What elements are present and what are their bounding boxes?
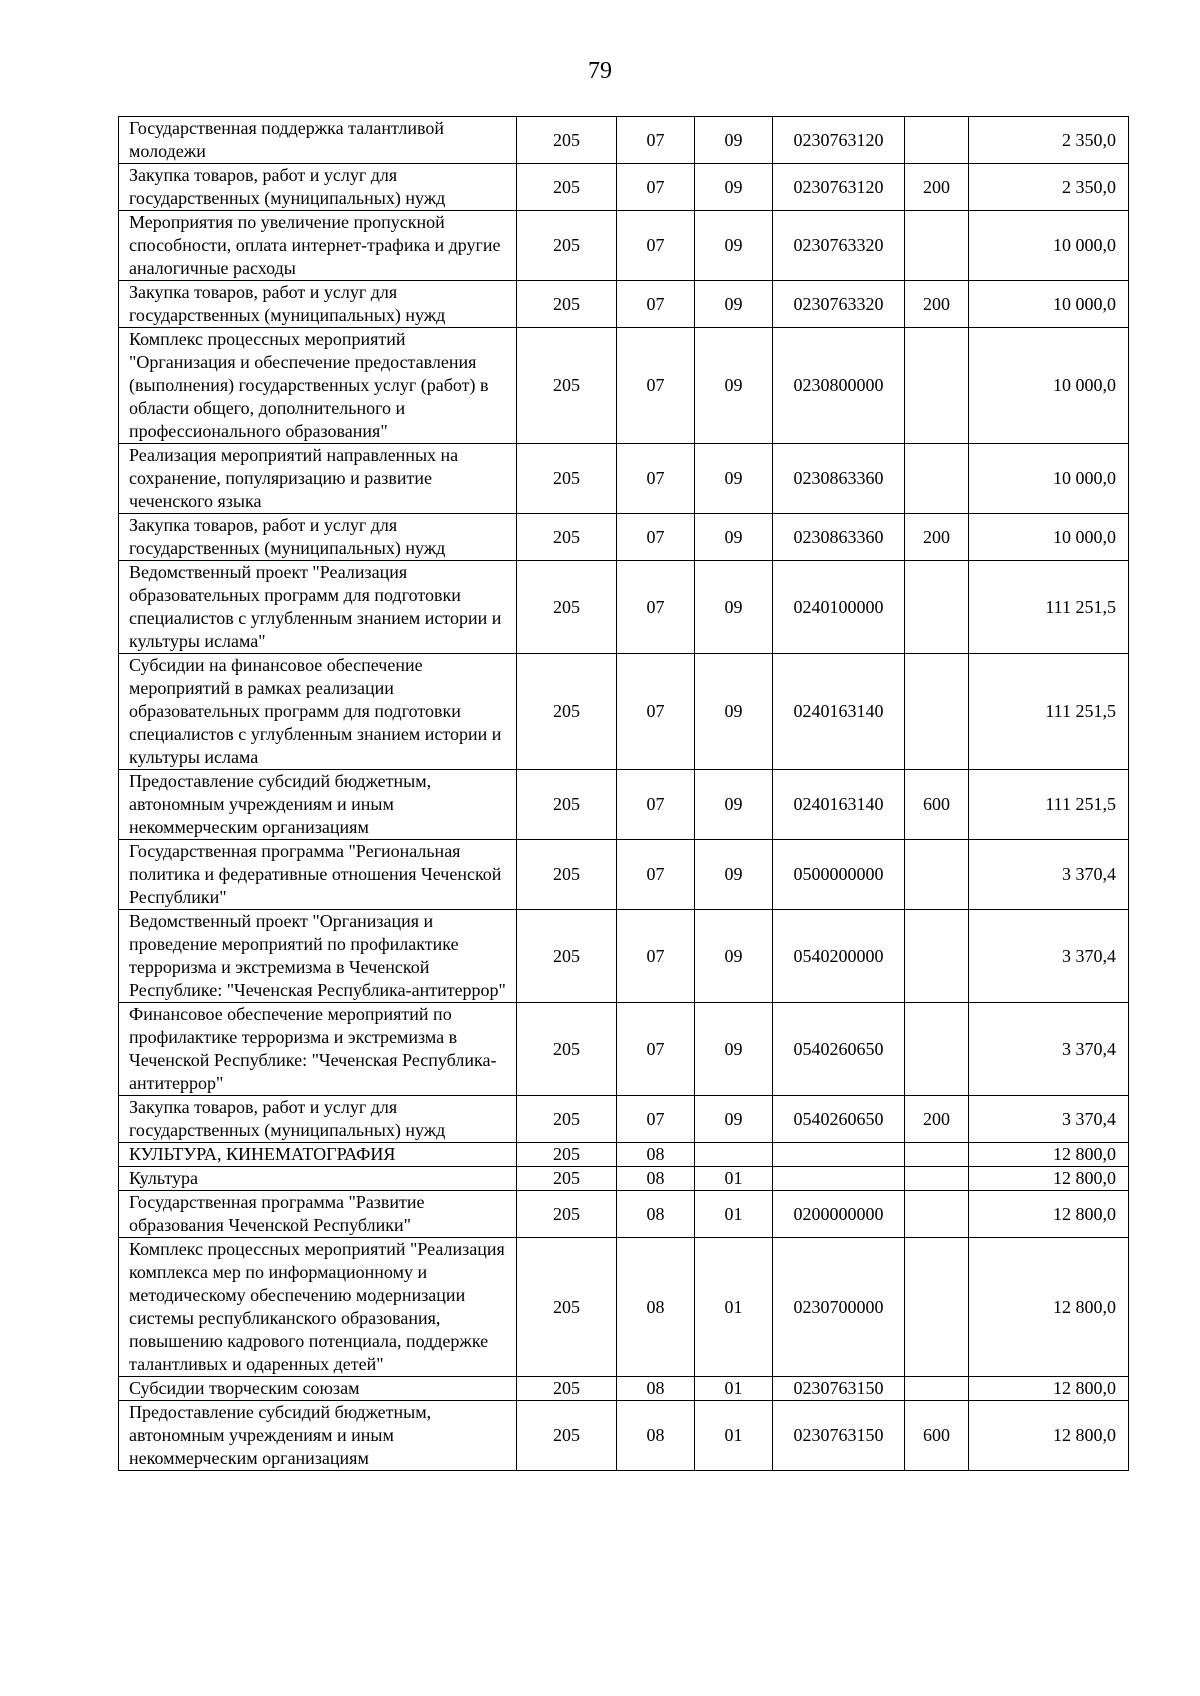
row-pr-cell: 09 [695,1096,773,1143]
row-ved-cell: 205 [517,654,617,770]
row-vr-cell [905,1143,969,1167]
row-ved-cell: 205 [517,444,617,514]
row-vr-cell: 200 [905,164,969,211]
table-row [119,117,1129,164]
row-vr-cell: 200 [905,514,969,561]
page-number: 79 [588,58,612,84]
row-name-cell: Финансовое обеспечение мероприятий по профилактике терроризма и экстремизма в Чеченской Республике: "Чеченская Республика-антитеррор" [119,1003,517,1096]
row-pr-cell: 01 [695,1401,773,1471]
row-csr-cell: 0540260650 [773,1003,905,1096]
row-pr-cell: 01 [695,1238,773,1377]
table-row [119,1377,1129,1401]
row-csr-cell: 0500000000 [773,840,905,910]
row-vr-cell: 600 [905,770,969,840]
row-csr-cell [773,1167,905,1191]
table-row [119,770,1129,840]
row-csr-cell: 0200000000 [773,1191,905,1238]
budget-table [118,116,1129,1471]
row-csr-cell: 0540200000 [773,910,905,1003]
row-csr-cell: 0240100000 [773,561,905,654]
row-rz-cell: 08 [617,1191,695,1238]
row-sum-cell: 10 000,0 [969,281,1129,328]
table-row [119,1191,1129,1238]
row-name-cell: Предоставление субсидий бюджетным, автономным учреждениям и иным некоммерческим организациям [119,770,517,840]
row-pr-cell: 09 [695,840,773,910]
row-ved-cell: 205 [517,1401,617,1471]
table-body [119,117,1129,1471]
row-sum-cell: 3 370,4 [969,1003,1129,1096]
row-vr-cell [905,211,969,281]
row-rz-cell: 08 [617,1143,695,1167]
row-rz-cell: 07 [617,281,695,328]
row-name-cell: Ведомственный проект "Организация и проведение мероприятий по профилактике терроризма и экстремизма в Чеченской Республике: "Чеченская Республика-антитеррор" [119,910,517,1003]
row-ved-cell: 205 [517,1167,617,1191]
row-csr-cell: 0230863360 [773,514,905,561]
table-row [119,328,1129,444]
row-name-cell: Государственная программа "Региональная политика и федеративные отношения Чеченской Республики" [119,840,517,910]
row-sum-cell: 12 800,0 [969,1167,1129,1191]
row-sum-cell: 12 800,0 [969,1191,1129,1238]
row-sum-cell: 3 370,4 [969,910,1129,1003]
table-row [119,514,1129,561]
row-ved-cell: 205 [517,1238,617,1377]
row-ved-cell: 205 [517,1377,617,1401]
row-pr-cell: 09 [695,117,773,164]
row-ved-cell: 205 [517,910,617,1003]
row-ved-cell: 205 [517,117,617,164]
row-ved-cell: 205 [517,514,617,561]
row-csr-cell: 0230700000 [773,1238,905,1377]
row-vr-cell [905,1003,969,1096]
table-row [119,561,1129,654]
row-pr-cell: 09 [695,561,773,654]
table-row [119,840,1129,910]
row-sum-cell: 12 800,0 [969,1143,1129,1167]
row-vr-cell [905,444,969,514]
row-vr-cell: 200 [905,1096,969,1143]
row-rz-cell: 07 [617,211,695,281]
row-vr-cell [905,1238,969,1377]
row-pr-cell: 09 [695,328,773,444]
row-pr-cell: 09 [695,164,773,211]
table-row [119,1003,1129,1096]
row-ved-cell: 205 [517,1003,617,1096]
row-rz-cell: 07 [617,164,695,211]
row-ved-cell: 205 [517,770,617,840]
row-name-cell: Закупка товаров, работ и услуг для государственных (муниципальных) нужд [119,164,517,211]
row-vr-cell [905,1191,969,1238]
row-ved-cell: 205 [517,164,617,211]
table-row [119,1238,1129,1377]
row-rz-cell: 07 [617,514,695,561]
row-ved-cell: 205 [517,561,617,654]
row-name-cell: Комплекс процессных мероприятий "Организация и обеспечение предоставления (выполнения) государственных услуг (работ) в области общего, дополнительного и профессионального образования" [119,328,517,444]
row-rz-cell: 07 [617,840,695,910]
row-name-cell: Комплекс процессных мероприятий "Реализация комплекса мер по информационному и методическому обеспечению модернизации системы республиканского образования, повышению кадрового потенциала, поддержке талантливых и одаренных детей" [119,1238,517,1377]
table-row [119,1096,1129,1143]
row-csr-cell: 0230763320 [773,211,905,281]
table-row [119,1401,1129,1471]
row-pr-cell: 09 [695,910,773,1003]
table-row [119,910,1129,1003]
row-sum-cell: 10 000,0 [969,444,1129,514]
row-name-cell: Мероприятия по увеличение пропускной способности, оплата интернет-трафика и другие аналогичные расходы [119,211,517,281]
row-name-cell: Предоставление субсидий бюджетным, автономным учреждениям и иным некоммерческим организациям [119,1401,517,1471]
row-rz-cell: 07 [617,117,695,164]
row-vr-cell [905,840,969,910]
row-pr-cell: 01 [695,1167,773,1191]
row-name-cell: Реализация мероприятий направленных на сохранение, популяризацию и развитие чеченского языка [119,444,517,514]
row-pr-cell: 09 [695,281,773,328]
row-sum-cell: 12 800,0 [969,1238,1129,1377]
row-csr-cell: 0230763120 [773,164,905,211]
row-ved-cell: 205 [517,281,617,328]
row-name-cell: Государственная поддержка талантливой молодежи [119,117,517,164]
row-pr-cell: 09 [695,770,773,840]
row-name-cell: Субсидии творческим союзам [119,1377,517,1401]
row-vr-cell [905,654,969,770]
row-sum-cell: 3 370,4 [969,840,1129,910]
row-name-cell: Государственная программа "Развитие образования Чеченской Республики" [119,1191,517,1238]
row-rz-cell: 07 [617,910,695,1003]
table-row [119,1143,1129,1167]
row-pr-cell: 09 [695,444,773,514]
row-rz-cell: 08 [617,1377,695,1401]
row-sum-cell: 12 800,0 [969,1377,1129,1401]
row-rz-cell: 07 [617,328,695,444]
row-pr-cell [695,1143,773,1167]
table-row [119,211,1129,281]
row-vr-cell: 200 [905,281,969,328]
row-name-cell: Закупка товаров, работ и услуг для государственных (муниципальных) нужд [119,1096,517,1143]
row-sum-cell: 10 000,0 [969,328,1129,444]
row-pr-cell: 01 [695,1377,773,1401]
row-name-cell: Закупка товаров, работ и услуг для государственных (муниципальных) нужд [119,514,517,561]
row-vr-cell [905,1377,969,1401]
row-name-cell: Закупка товаров, работ и услуг для государственных (муниципальных) нужд [119,281,517,328]
row-sum-cell: 12 800,0 [969,1401,1129,1471]
row-rz-cell: 07 [617,770,695,840]
row-ved-cell: 205 [517,328,617,444]
row-rz-cell: 07 [617,444,695,514]
row-ved-cell: 205 [517,211,617,281]
row-vr-cell [905,328,969,444]
row-vr-cell [905,117,969,164]
row-csr-cell: 0230800000 [773,328,905,444]
row-rz-cell: 07 [617,654,695,770]
row-ved-cell: 205 [517,1143,617,1167]
row-pr-cell: 09 [695,514,773,561]
row-sum-cell: 111 251,5 [969,770,1129,840]
row-rz-cell: 07 [617,1003,695,1096]
row-name-cell: КУЛЬТУРА, КИНЕМАТОГРАФИЯ [119,1143,517,1167]
row-sum-cell: 2 350,0 [969,164,1129,211]
row-vr-cell [905,1167,969,1191]
row-sum-cell: 10 000,0 [969,211,1129,281]
table-row [119,654,1129,770]
row-vr-cell [905,561,969,654]
table-row [119,164,1129,211]
row-csr-cell: 0230763120 [773,117,905,164]
row-ved-cell: 205 [517,1191,617,1238]
row-rz-cell: 07 [617,561,695,654]
row-rz-cell: 08 [617,1401,695,1471]
row-rz-cell: 07 [617,1096,695,1143]
table-row [119,444,1129,514]
row-vr-cell: 600 [905,1401,969,1471]
row-pr-cell: 09 [695,654,773,770]
row-sum-cell: 111 251,5 [969,654,1129,770]
row-csr-cell: 0240163140 [773,770,905,840]
row-pr-cell: 09 [695,211,773,281]
row-csr-cell: 0230763150 [773,1401,905,1471]
row-sum-cell: 111 251,5 [969,561,1129,654]
row-sum-cell: 10 000,0 [969,514,1129,561]
row-pr-cell: 01 [695,1191,773,1238]
row-csr-cell: 0230863360 [773,444,905,514]
row-name-cell: Ведомственный проект "Реализация образовательных программ для подготовки специалистов с углубленным знанием истории и культуры ислама" [119,561,517,654]
row-vr-cell [905,910,969,1003]
row-sum-cell: 2 350,0 [969,117,1129,164]
table-row [119,1167,1129,1191]
row-ved-cell: 205 [517,1096,617,1143]
row-pr-cell: 09 [695,1003,773,1096]
row-name-cell: Субсидии на финансовое обеспечение мероприятий в рамках реализации образовательных программ для подготовки специалистов с углубленным знанием истории и культуры ислама [119,654,517,770]
row-csr-cell: 0540260650 [773,1096,905,1143]
row-rz-cell: 08 [617,1167,695,1191]
row-csr-cell [773,1143,905,1167]
row-csr-cell: 0230763150 [773,1377,905,1401]
row-rz-cell: 08 [617,1238,695,1377]
row-name-cell: Культура [119,1167,517,1191]
row-csr-cell: 0240163140 [773,654,905,770]
row-sum-cell: 3 370,4 [969,1096,1129,1143]
row-ved-cell: 205 [517,840,617,910]
table-row [119,281,1129,328]
row-csr-cell: 0230763320 [773,281,905,328]
